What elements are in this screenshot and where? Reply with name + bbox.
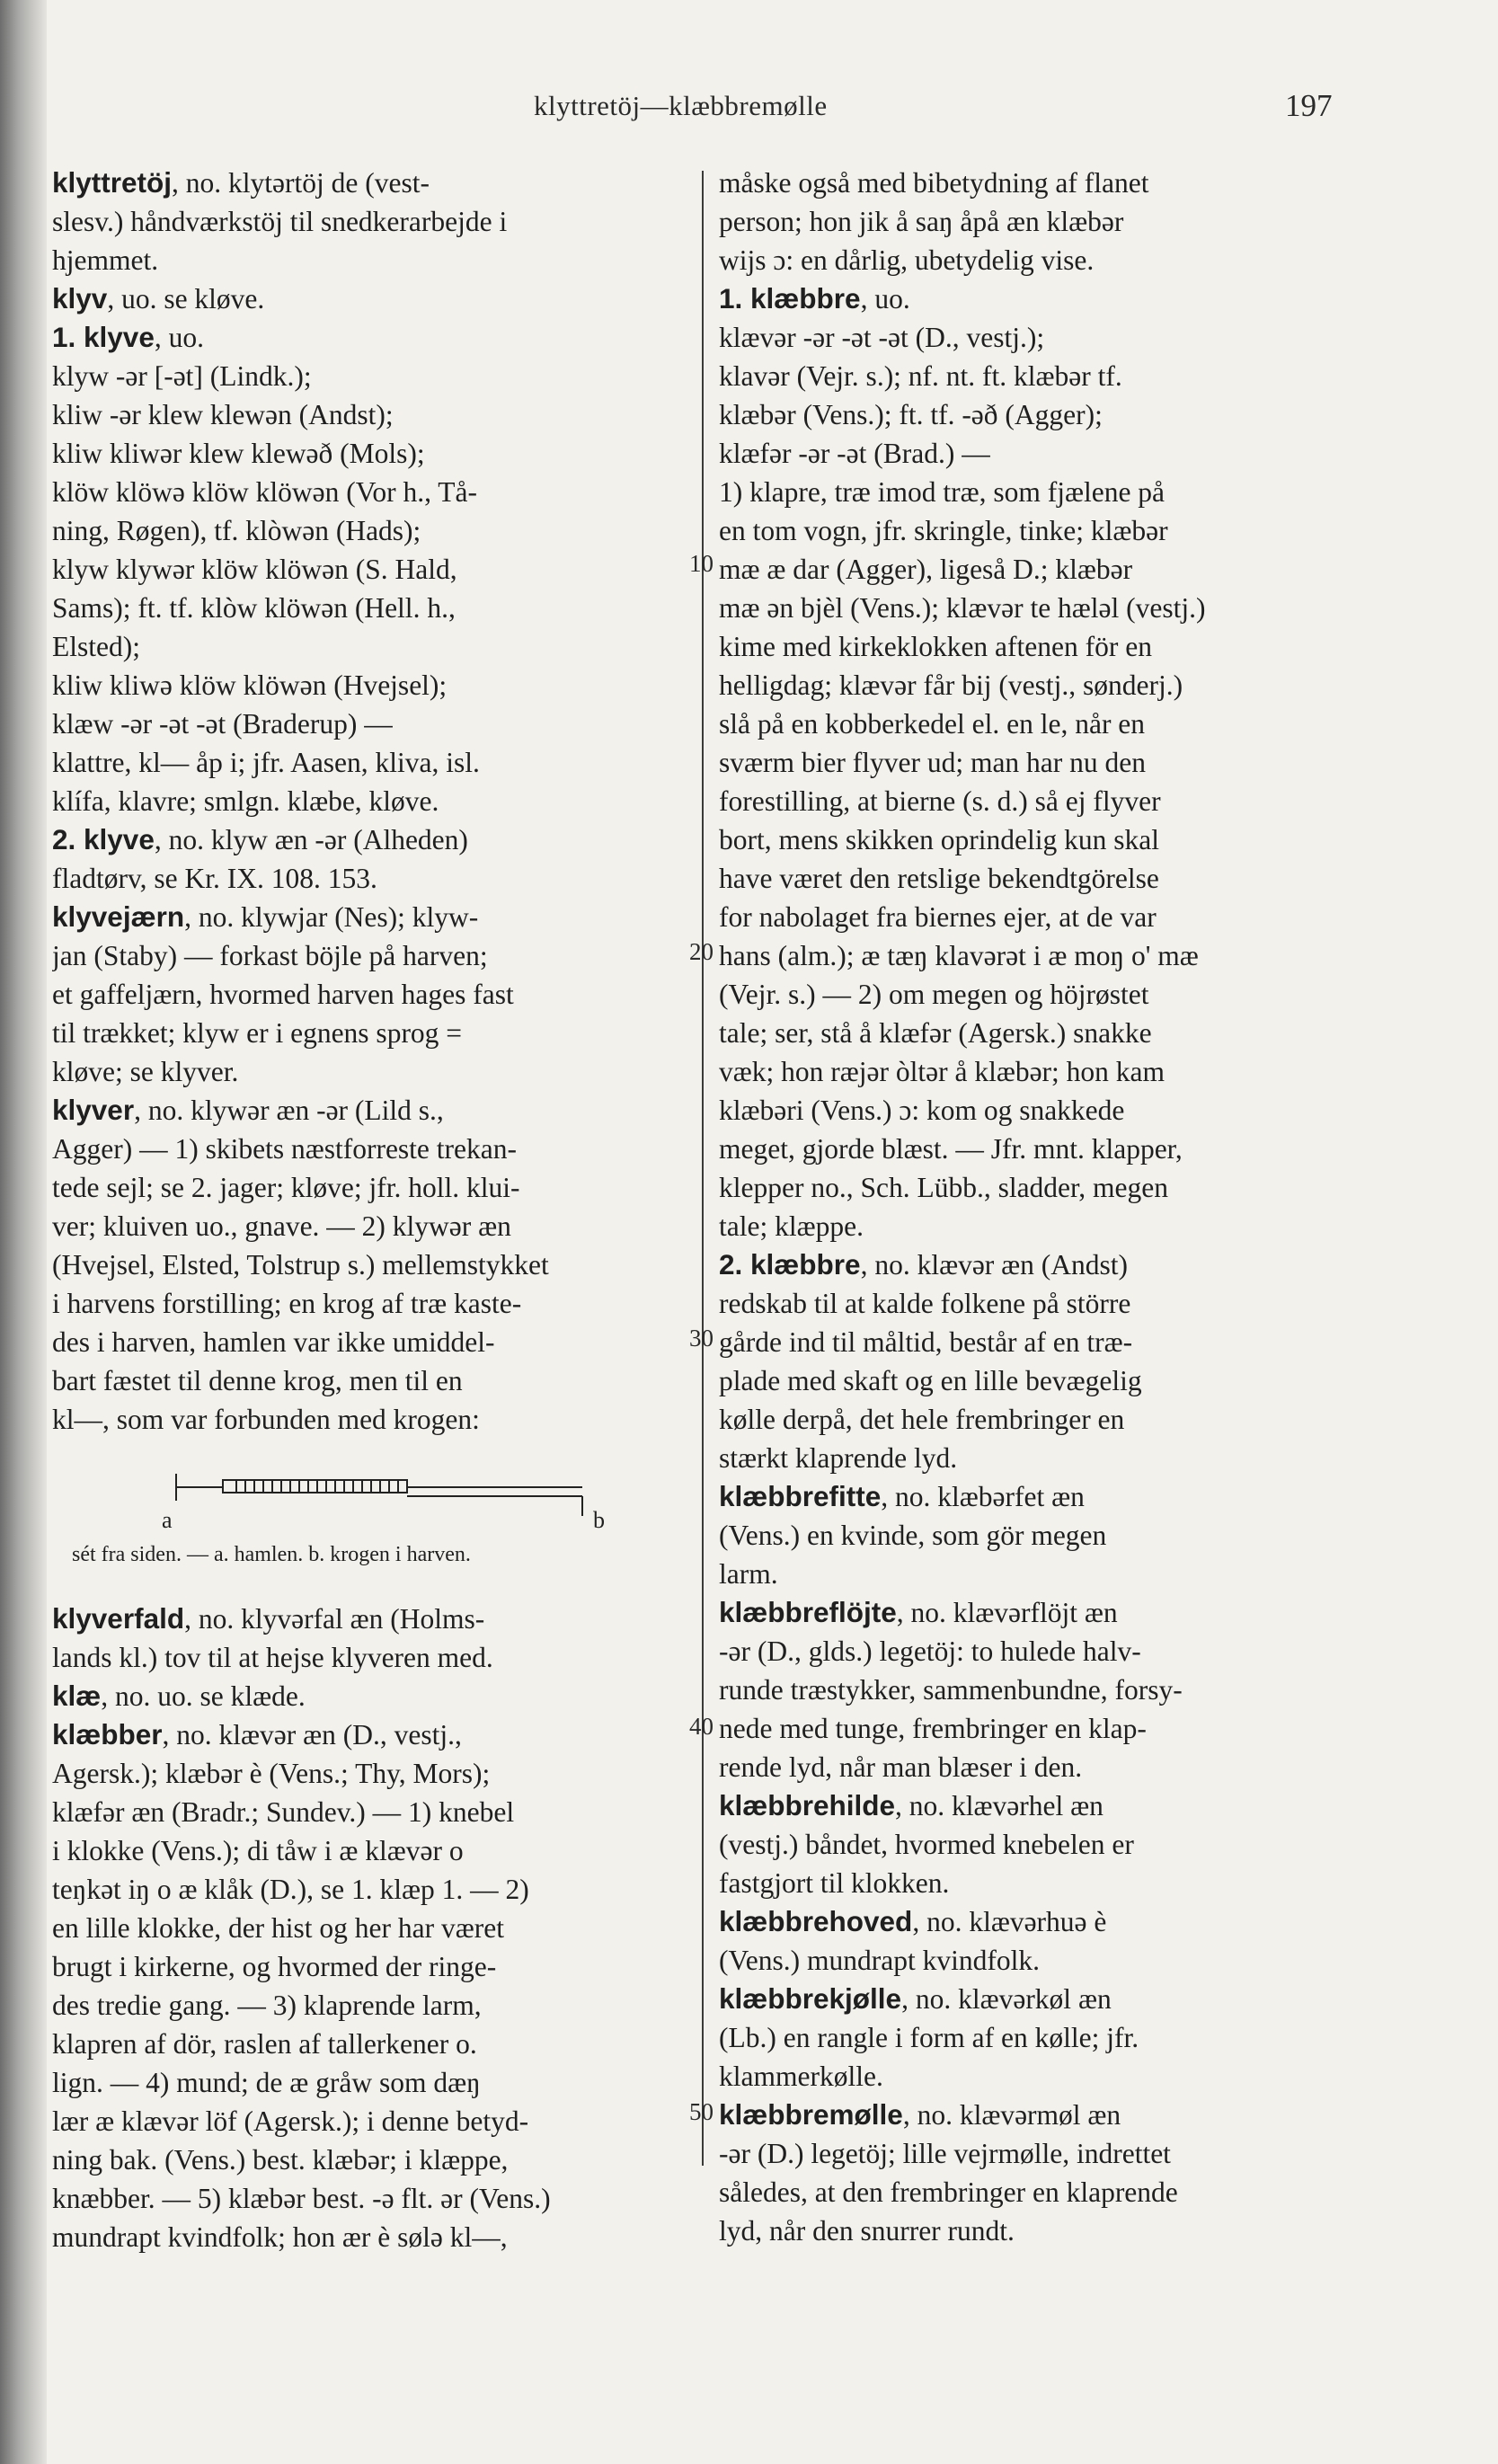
text-line: Agersk.); klæbər è (Vens.; Thy, Mors); bbox=[52, 1758, 491, 1789]
text-line: klyw klywər klöw klöwən (S. Hald, bbox=[52, 554, 457, 585]
text-line: et gaffeljærn, hvormed harven hages fast bbox=[52, 979, 514, 1010]
harrow-figure bbox=[52, 1460, 681, 1586]
text-line: således, at den frembringer en klaprende bbox=[719, 2176, 1178, 2208]
text-line: hjemmet. bbox=[52, 244, 159, 276]
running-head: klyttretöj—klæbbremølle bbox=[534, 90, 828, 121]
text-line: ning bak. (Vens.) best. klæbər; i klæppe, bbox=[52, 2144, 509, 2176]
text-line: (Hvejsel, Elsted, Tolstrup s.) mellemstykket bbox=[52, 1249, 549, 1281]
text-line: til trækket; klyw er i egnens sprog = bbox=[52, 1017, 463, 1049]
text-line: kime med kirkeklokken aftenen för en bbox=[719, 631, 1152, 662]
text-line: ver; kluiven uo., gnave. — 2) klywər æn bbox=[52, 1210, 511, 1242]
text-line: klattre, kl— åp i; jfr. Aasen, kliva, isl. bbox=[52, 747, 480, 778]
text-line: bart fæstet til denne krog, men til en bbox=[52, 1365, 463, 1396]
page-header bbox=[0, 90, 1498, 135]
text-line: fastgjort til klokken. bbox=[719, 1867, 950, 1899]
text-line: stærkt klaprende lyd. bbox=[719, 1442, 958, 1474]
text-line: lands kl.) tov til at hejse klyveren med. bbox=[52, 1642, 493, 1673]
right-column bbox=[719, 164, 1346, 2250]
harrow-drawing bbox=[52, 1460, 681, 1541]
text-line: i harvens forstilling; en krog af træ kaste- bbox=[52, 1288, 522, 1319]
text-line: 1. klæbbre, uo. bbox=[719, 282, 910, 315]
text-line: klæbbrehoved, no. klævərhuə è bbox=[719, 1905, 1107, 1937]
text-line: tale; ser, stå å klæfər (Agersk.) snakke bbox=[719, 1017, 1152, 1049]
text-line: slesv.) håndværkstöj til snedkerarbejde i bbox=[52, 206, 508, 237]
text-line: (Vens.) mundrapt kvindfolk. bbox=[719, 1945, 1040, 1976]
text-line: hans (alm.); æ tæŋ klavərət i æ moŋ o' mæ bbox=[719, 940, 1199, 971]
text-line: klæbər (Vens.); ft. tf. -əð (Agger); bbox=[719, 399, 1103, 430]
text-line: 1) klapre, træ imod træ, som fjælene på bbox=[719, 476, 1166, 508]
text-line: (Lb.) en rangle i form af en kølle; jfr. bbox=[719, 2022, 1139, 2053]
text-line: nede med tunge, frembringer en klap- bbox=[719, 1713, 1147, 1744]
text-line: Sams); ft. tf. klòw klöwən (Hell. h., bbox=[52, 592, 456, 624]
text-line: runde træstykker, sammenbundne, forsy- bbox=[719, 1674, 1183, 1706]
text-line: klyverfald, no. klyvərfal æn (Holms- bbox=[52, 1602, 485, 1635]
text-line: 2. klyve, no. klyw æn -ər (Alheden) bbox=[52, 823, 468, 855]
text-line: fladtørv, se Kr. IX. 108. 153. bbox=[52, 863, 377, 894]
text-line: mæ æ dar (Agger), ligeså D.; klæbər bbox=[719, 554, 1133, 585]
text-line: brugt i kirkerne, og hvormed der ringe- bbox=[52, 1951, 497, 1982]
text-line: knæbber. — 5) klæbər best. -ə flt. ər (Vens.) bbox=[52, 2183, 551, 2214]
text-line: lign. — 4) mund; de æ gråw som dæŋ bbox=[52, 2067, 481, 2098]
text-line: klæw -ər -ət -ət (Braderup) — bbox=[52, 708, 393, 740]
text-line: måske også med bibetydning af flanet bbox=[719, 167, 1149, 199]
text-line: klæbbrefitte, no. klæbərfet æn bbox=[719, 1480, 1085, 1512]
column-divider bbox=[702, 171, 704, 2166]
figure-label-b: b bbox=[593, 1507, 605, 1533]
text-line: klyw -ər [-ət] (Lindk.); bbox=[52, 360, 312, 392]
text-line: i klokke (Vens.); di tåw i æ klævər o bbox=[52, 1835, 464, 1866]
text-line: klæbbreflöjte, no. klævərflöjt æn bbox=[719, 1596, 1118, 1628]
text-line: Elsted); bbox=[52, 631, 140, 662]
text-line: larm. bbox=[719, 1558, 778, 1590]
text-line: klævər -ər -ət -ət (D., vestj.); bbox=[719, 322, 1045, 353]
text-line: (Vejr. s.) — 2) om megen og höjrøstet bbox=[719, 979, 1149, 1010]
text-line: person; hon jik å saŋ åpå æn klæbər bbox=[719, 206, 1124, 237]
margin-line-number: 50 bbox=[689, 2098, 714, 2125]
text-line: tale; klæppe. bbox=[719, 1210, 864, 1242]
text-line: klífa, klavre; smlgn. klæbe, kløve. bbox=[52, 785, 439, 817]
text-line: kl—, som var forbunden med krogen: bbox=[52, 1404, 480, 1435]
text-line: klammerkølle. bbox=[719, 2061, 883, 2092]
text-line: klæbbremølle, no. klævərmøl æn bbox=[719, 2098, 1121, 2131]
margin-line-number: 20 bbox=[689, 938, 714, 965]
text-line: -ər (D., glds.) legetöj: to hulede halv- bbox=[719, 1635, 1141, 1667]
text-line: forestilling, at bierne (s. d.) så ej flyver bbox=[719, 785, 1161, 817]
text-line: Agger) — 1) skibets næstforreste trekan- bbox=[52, 1133, 517, 1165]
text-line: sværm bier flyver ud; man har nu den bbox=[719, 747, 1147, 778]
text-line: klæbəri (Vens.) ɔ: kom og snakkede bbox=[719, 1095, 1125, 1126]
text-line: tede sejl; se 2. jager; kløve; jfr. holl. klui- bbox=[52, 1172, 520, 1203]
text-line: des tredie gang. — 3) klaprende larm, bbox=[52, 1990, 482, 2021]
text-line: helligdag; klævər får bij (vestj., sønderj.) bbox=[719, 669, 1183, 701]
text-line: teŋkət iŋ o æ klåk (D.), se 1. klæp 1. — 2) bbox=[52, 1874, 529, 1905]
text-line: klapren af dör, raslen af tallerkener o. bbox=[52, 2028, 477, 2060]
text-line: jan (Staby) — forkast böjle på harven; bbox=[52, 940, 488, 971]
text-line: kliw kliwər klew klewəð (Mols); bbox=[52, 438, 425, 469]
text-line: klæbbrehilde, no. klævərhel æn bbox=[719, 1789, 1104, 1821]
margin-line-number: 40 bbox=[689, 1713, 714, 1740]
left-column bbox=[52, 164, 681, 1439]
text-line: klöw klöwə klöw klöwən (Vor h., Tå- bbox=[52, 476, 478, 508]
text-line: klæ, no. uo. se klæde. bbox=[52, 1680, 306, 1712]
text-line: lær æ klævər löf (Agersk.); i denne betyd- bbox=[52, 2105, 529, 2137]
text-line: klyvejærn, no. klywjar (Nes); klyw- bbox=[52, 900, 479, 933]
text-line: klæfər -ər -ət (Brad.) — bbox=[719, 438, 990, 469]
text-line: en lille klokke, der hist og her har været bbox=[52, 1912, 504, 1944]
text-line: klæfər æn (Bradr.; Sundev.) — 1) knebel bbox=[52, 1796, 515, 1828]
page-number: 197 bbox=[1285, 88, 1333, 123]
text-line: kløve; se klyver. bbox=[52, 1056, 239, 1087]
text-line: des i harven, hamlen var ikke umiddel- bbox=[52, 1326, 495, 1358]
text-line: lyd, når den snurrer rundt. bbox=[719, 2215, 1015, 2247]
text-line: wijs ɔ: en dårlig, ubetydelig vise. bbox=[719, 244, 1095, 276]
text-line: 2. klæbbre, no. klævər æn (Andst) bbox=[719, 1248, 1129, 1281]
text-line: slå på en kobberkedel el. en le, når en bbox=[719, 708, 1146, 740]
text-line: ning, Røgen), tf. klòwən (Hads); bbox=[52, 515, 421, 546]
text-line: -ər (D.) legetöj; lille vejrmølle, indrettet bbox=[719, 2138, 1171, 2169]
text-line: klyv, uo. se kløve. bbox=[52, 282, 265, 315]
text-line: kliw -ər klew klewən (Andst); bbox=[52, 399, 394, 430]
text-line: (Vens.) en kvinde, som gör megen bbox=[719, 1520, 1107, 1551]
text-line: for nabolaget fra biernes ejer, at de var bbox=[719, 901, 1157, 933]
text-line: en tom vogn, jfr. skringle, tinke; klæbər bbox=[719, 515, 1168, 546]
text-line: redskab til at kalde folkene på större bbox=[719, 1288, 1131, 1319]
text-line: klepper no., Sch. Lübb., sladder, megen bbox=[719, 1172, 1168, 1203]
text-line: kølle derpå, det hele frembringer en bbox=[719, 1404, 1125, 1435]
text-line: klæbber, no. klævər æn (D., vestj., bbox=[52, 1718, 462, 1751]
text-line: meget, gjorde blæst. — Jfr. mnt. klapper, bbox=[719, 1133, 1183, 1165]
text-line: have været den retslige bekendtgörelse bbox=[719, 863, 1159, 894]
left-column-continued bbox=[52, 1600, 681, 2256]
figure-label-a: a bbox=[162, 1507, 173, 1533]
text-line: rende lyd, når man blæser i den. bbox=[719, 1751, 1083, 1783]
text-line: plade med skaft og en lille bevægelig bbox=[719, 1365, 1142, 1396]
text-line: mundrapt kvindfolk; hon ær è sølə kl—, bbox=[52, 2221, 508, 2253]
text-line: klavər (Vejr. s.); nf. nt. ft. klæbər tf. bbox=[719, 360, 1122, 392]
text-line: væk; hon ræjər òltər å klæbər; hon kam bbox=[719, 1056, 1166, 1087]
text-line: 1. klyve, uo. bbox=[52, 321, 204, 353]
text-line: kliw kliwə klöw klöwən (Hvejsel); bbox=[52, 669, 448, 701]
text-line: klæbbrekjølle, no. klævərkøl æn bbox=[719, 1982, 1112, 2015]
text-line: mæ ən bjèl (Vens.); klævər te hæləl (vestj.) bbox=[719, 592, 1206, 624]
text-line: bort, mens skikken oprindelig kun skal bbox=[719, 824, 1159, 855]
figure-caption: sét fra siden. — a. hamlen. b. krogen i harven. bbox=[72, 1543, 471, 1566]
margin-line-number: 30 bbox=[689, 1325, 714, 1352]
text-line: gårde ind til måltid, består af en træ- bbox=[719, 1326, 1133, 1358]
text-line: klyver, no. klywər æn -ər (Lild s., bbox=[52, 1094, 444, 1126]
margin-line-number: 10 bbox=[689, 550, 714, 577]
text-line: (vestj.) båndet, hvormed knebelen er bbox=[719, 1829, 1134, 1860]
book-binding-shadow bbox=[0, 0, 47, 2464]
text-line: klyttretöj, no. klytərtöj de (vest- bbox=[52, 166, 430, 199]
